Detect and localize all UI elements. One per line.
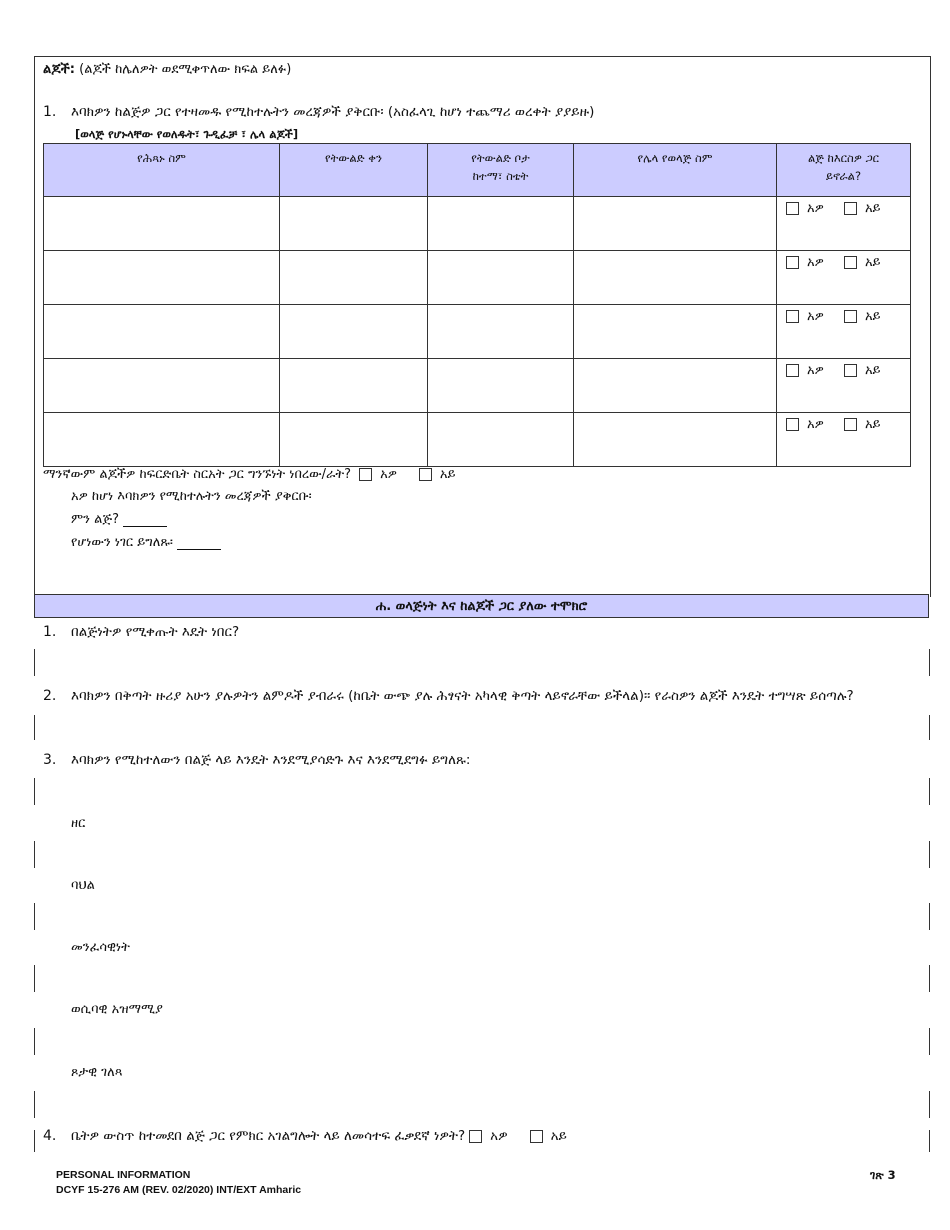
left-border-segment <box>34 715 35 740</box>
yes-label: አዎ <box>807 363 824 378</box>
table-row <box>44 413 911 467</box>
support-item-spirituality: መንፈሳዊነት <box>71 940 130 955</box>
parenting-q2-number: 2. <box>43 688 57 704</box>
other-parent-cell[interactable] <box>574 359 777 413</box>
q1-text: እባክዎን ከልጅዎ ጋር የተዛመዱ የሚከተሉትን መረጃዎች ያቅርቡ፡ (አስፈላጊ ከሆነ ተጨማሪ ወረቀት ያያይዙ) <box>71 104 595 120</box>
right-border-segment <box>929 841 930 868</box>
support-item-race: ዘር <box>71 816 86 831</box>
describe-label: የሆነውን ነገር ይግለጹ፡ <box>71 535 173 550</box>
left-border-segment <box>34 1028 35 1055</box>
counseling-yes-label: አዎ <box>490 1128 508 1144</box>
table-row <box>44 359 911 413</box>
parenting-q4-number: 4. <box>43 1128 57 1144</box>
header-lives-with-you: ልጅ ከእርስዎ ጋር ይኖራል? <box>777 144 911 197</box>
header-child-name: የሕጻኑ ስም <box>44 144 280 197</box>
which-child-row <box>71 512 167 527</box>
parenting-q3-number: 3. <box>43 752 57 768</box>
parenting-q2-text: እባክዎን በቅጣት ዙሪያ አሁን ያሉዎትን ልምዶች ያብራሩ (ከቤት ውጭ ያሉ ሕፃናት አካላዊ ቅጣት ላይኖራቸው ይችላል)፡፡ የራስዎን ልጆች እንዴት ተግሣጽ ይሰጣሉ? <box>71 688 854 704</box>
court-yes-label: አዎ <box>380 467 397 482</box>
header-dob: የትውልድ ቀን <box>280 144 428 197</box>
children-heading-bold: ልጆች: <box>43 62 75 77</box>
counseling-no-label: አይ <box>550 1128 567 1144</box>
describe-row <box>71 535 221 550</box>
yes-label: አዎ <box>807 309 824 324</box>
no-label: አይ <box>864 255 881 270</box>
dob-cell[interactable] <box>280 251 428 305</box>
right-border-segment <box>929 649 930 676</box>
parenting-q3-text: እባክዎን የሚከተለውን በልጅ ላይ እንዴት እንደሚያሳድጉ እና እንደሚደግፉ ይግለጹ: <box>71 752 471 768</box>
describe-input[interactable] <box>177 537 221 550</box>
dob-cell[interactable] <box>280 197 428 251</box>
right-border-segment <box>929 1028 930 1055</box>
yes-checkbox[interactable] <box>786 364 799 377</box>
dob-cell[interactable] <box>280 413 428 467</box>
parenting-q4-row <box>71 1128 567 1144</box>
dob-cell[interactable] <box>280 359 428 413</box>
parenting-q1-text: በልጅነትዎ የሚቀጡት እዴት ነበር? <box>71 624 240 640</box>
lives-with-cell <box>777 305 911 359</box>
yes-checkbox[interactable] <box>786 202 799 215</box>
no-label: አይ <box>864 201 881 216</box>
table-row <box>44 197 911 251</box>
which-child-label: ምን ልጅ? <box>71 512 119 527</box>
yes-label: አዎ <box>807 201 824 216</box>
no-label: አይ <box>864 309 881 324</box>
no-checkbox[interactable] <box>844 310 857 323</box>
yes-checkbox[interactable] <box>786 256 799 269</box>
left-border-segment <box>34 649 35 676</box>
yes-checkbox[interactable] <box>786 310 799 323</box>
child-name-cell[interactable] <box>44 359 280 413</box>
support-item-culture: ባህል <box>71 878 95 893</box>
birthplace-cell[interactable] <box>428 197 574 251</box>
counseling-no-checkbox[interactable] <box>530 1130 543 1143</box>
dob-cell[interactable] <box>280 305 428 359</box>
left-border-segment <box>34 1091 35 1118</box>
court-question: ማንኛውም ልጆችዎ ከፍርድቤት ስርአት ጋር ግንኙነት ነበረው/ራት? <box>43 467 352 482</box>
court-no-checkbox[interactable] <box>419 468 432 481</box>
yes-label: አዎ <box>807 255 824 270</box>
right-border-segment <box>929 965 930 992</box>
court-question-row <box>43 467 456 482</box>
other-parent-cell[interactable] <box>574 197 777 251</box>
lives-with-cell <box>777 251 911 305</box>
parenting-q4-text: ቤትዎ ውስጥ ከተመደበ ልጅ ጋር የምክር አገልግሎት ላይ ለመሳተፍ ፈቃደኛ ነዎት? <box>71 1128 466 1144</box>
right-border-segment <box>929 1130 930 1152</box>
yes-checkbox[interactable] <box>786 418 799 431</box>
footer-form-id: DCYF 15-276 AM (REV. 02/2020) INT/EXT Amharic <box>56 1184 302 1196</box>
lives-with-cell <box>777 197 911 251</box>
other-parent-cell[interactable] <box>574 305 777 359</box>
left-border-segment <box>34 778 35 805</box>
no-checkbox[interactable] <box>844 256 857 269</box>
table-row <box>44 251 911 305</box>
right-border-segment <box>929 778 930 805</box>
birthplace-cell[interactable] <box>428 359 574 413</box>
no-checkbox[interactable] <box>844 418 857 431</box>
page-number: ገጽ 3 <box>870 1168 896 1182</box>
parenting-section-banner: ሐ. ወላጅነት እና ከልጆች ጋር ያለው ተሞክሮ <box>34 594 929 618</box>
child-name-cell[interactable] <box>44 413 280 467</box>
court-no-label: አይ <box>439 467 456 482</box>
header-birthplace: የትውልድ ቦታ ከተማ፣ ስቴት <box>428 144 574 197</box>
table-row <box>44 305 911 359</box>
no-label: አይ <box>864 417 881 432</box>
footer-title: PERSONAL INFORMATION <box>56 1169 191 1181</box>
no-checkbox[interactable] <box>844 202 857 215</box>
no-checkbox[interactable] <box>844 364 857 377</box>
right-border-segment <box>929 1091 930 1118</box>
other-parent-cell[interactable] <box>574 413 777 467</box>
child-name-cell[interactable] <box>44 197 280 251</box>
children-table-header <box>44 144 911 197</box>
lives-with-cell <box>777 413 911 467</box>
q1-subnote: [ወላጅ የሆኑላቸው የወለዱት፣ ጉዲፈቻ ፣ ሌላ ልጆች] <box>75 127 299 141</box>
q1-number: 1. <box>43 104 57 120</box>
parenting-q1-number: 1. <box>43 624 57 640</box>
which-child-input[interactable] <box>123 514 167 527</box>
children-table <box>43 143 911 467</box>
header-other-parent: የሌላ የወላጅ ስም <box>574 144 777 197</box>
left-border-segment <box>34 841 35 868</box>
birthplace-cell[interactable] <box>428 251 574 305</box>
right-border-segment <box>929 903 930 930</box>
right-border-segment <box>929 715 930 740</box>
counseling-yes-checkbox[interactable] <box>469 1130 482 1143</box>
court-followup: አዎ ከሆነ እባክዎን የሚከተሉትን መረጃዎች ያቅርቡ፡ <box>71 489 312 504</box>
left-border-segment <box>34 1130 35 1152</box>
court-yes-checkbox[interactable] <box>359 468 372 481</box>
support-item-gender-expression: ጾታዊ ገለጻ <box>71 1065 123 1080</box>
left-border-segment <box>34 903 35 930</box>
no-label: አይ <box>864 363 881 378</box>
birthplace-cell[interactable] <box>428 305 574 359</box>
child-name-cell[interactable] <box>44 305 280 359</box>
child-name-cell[interactable] <box>44 251 280 305</box>
lives-with-cell <box>777 359 911 413</box>
yes-label: አዎ <box>807 417 824 432</box>
children-heading <box>43 62 291 77</box>
support-item-sexual-orientation: ወሲባዊ አዝማሚያ <box>71 1002 163 1017</box>
left-border-segment <box>34 965 35 992</box>
children-heading-note: (ልጆች ከሌለዎት ወደሚቀጥለው ክፍል ይለፉ) <box>75 62 292 77</box>
birthplace-cell[interactable] <box>428 413 574 467</box>
other-parent-cell[interactable] <box>574 251 777 305</box>
